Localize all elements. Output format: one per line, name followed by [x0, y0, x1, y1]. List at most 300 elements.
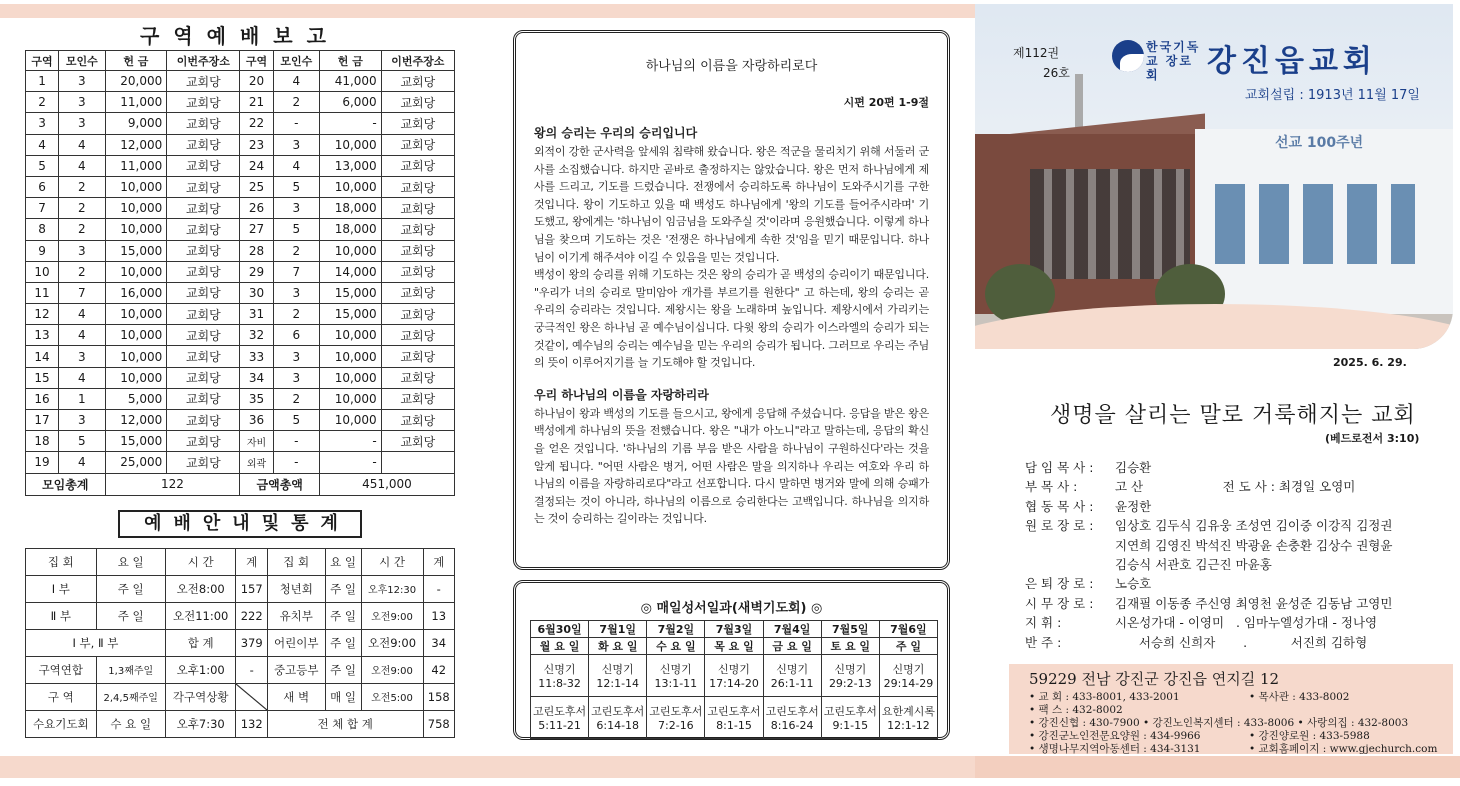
table-cell: 3 — [59, 92, 105, 113]
sermon-paragraph-1: 외적이 강한 군사력을 앞세워 침략해 왔습니다. 왕은 적군을 물리치기 위해 서둘러 군사를 소집했습니다. 하지만 곧바로 출정하지는 않았습니다. 왕은 먼저 하나님에게 제사를 드리고, 기도를 드렸습니다. 전쟁에서 승리하도록 하나님이 도와주시기를 구한 것입니다. 왕이 기도하고 있을 때 백성도 하나님에게 '왕의 기도를 들어주시라며' 기도했고, 왕에게는 '하나님이 임금님을 도와주실 것'이라며 응원했습니다. 이렇게 하나님을 찾으며 기도하는 것은 '전쟁은 하나님에게 속한 것'임을 믿기 때문입니다. 하나님이 이기게 해주셔야 이길 수 있음을 믿는 것입니다. — [534, 145, 929, 264]
table-cell: 오후7:30 — [165, 710, 236, 737]
table-cell: 중고등부 — [267, 656, 325, 683]
table-row — [26, 346, 455, 367]
table-cell: 11,000 — [105, 155, 167, 176]
table-cell: 9 — [26, 240, 59, 261]
table-cell: 17 — [26, 410, 59, 431]
table-cell: 4 — [273, 71, 319, 92]
table-cell: 25 — [240, 176, 273, 197]
reading-book: 고린도후서 — [591, 705, 645, 718]
table-cell: 4 — [59, 452, 105, 473]
table-cell: 23 — [240, 134, 273, 155]
table-cell: 교회당 — [167, 282, 240, 303]
table-cell: 16 — [26, 388, 59, 409]
reading-verse-row-2 — [531, 697, 938, 739]
table-row — [26, 367, 455, 388]
table-cell: 교회당 — [167, 410, 240, 431]
table-cell: - — [319, 113, 381, 134]
table-cell: 교회당 — [167, 431, 240, 452]
staff-row — [1025, 477, 1392, 496]
table-cell: 15,000 — [319, 304, 381, 325]
worship-header: 계 — [236, 548, 267, 575]
table-cell: 5 — [59, 431, 105, 452]
offering-header: 구역 — [240, 51, 273, 71]
contact-item: • 생명나무지역아동센터 : 434-3131 — [1029, 743, 1201, 755]
reading-range: 12:1-14 — [596, 677, 640, 690]
table-cell: 주 일 — [325, 575, 361, 602]
reading-verse — [821, 655, 879, 697]
table-cell: 2 — [273, 240, 319, 261]
table-cell: 35 — [240, 388, 273, 409]
table-cell: 14,000 — [319, 261, 381, 282]
worship-header: 시 간 — [361, 548, 423, 575]
table-cell: 교회당 — [381, 92, 454, 113]
staff-names: 김승식 서관호 김근진 마윤홍 — [1115, 557, 1272, 573]
bulletin-date: 2025. 6. 29. — [1333, 356, 1407, 369]
table-cell: 6,000 — [319, 92, 381, 113]
reading-date-row — [531, 621, 938, 638]
reading-verse — [531, 655, 589, 697]
table-cell: 10,000 — [319, 176, 381, 197]
table-cell: 5 — [273, 410, 319, 431]
staff-role: 시 무 장 로 : — [1025, 595, 1094, 611]
photo-blue-windows — [1215, 184, 1415, 264]
table-cell: 10,000 — [319, 240, 381, 261]
table-cell: 19 — [26, 452, 59, 473]
offering-header: 이번주장소 — [381, 51, 454, 71]
staff-names: 시온성가대 - 이영미 . 임마누엘성가대 - 정나영 — [1115, 615, 1378, 631]
table-cell: Ⅱ 부 — [26, 602, 97, 629]
motto-reference: (베드로전서 3:10) — [1325, 432, 1420, 445]
table-cell: 오후12:30 — [361, 575, 423, 602]
table-cell: 4 — [59, 367, 105, 388]
table-cell: 7 — [59, 282, 105, 303]
sermon-box — [513, 30, 950, 570]
table-cell: 5 — [273, 176, 319, 197]
reading-range: 8:1-15 — [716, 719, 752, 732]
sermon-reference: 시편 20편 1-9절 — [843, 96, 929, 109]
contact-line — [1029, 704, 1453, 717]
table-cell: 7 — [26, 198, 59, 219]
table-cell: 3 — [26, 113, 59, 134]
table-cell: 13 — [26, 325, 59, 346]
table-cell: 3 — [273, 198, 319, 219]
worship-header: 계 — [423, 548, 455, 575]
reading-dow: 화 요 일 — [589, 638, 647, 655]
table-cell: 교회당 — [167, 155, 240, 176]
table-row — [26, 113, 455, 134]
table-cell: 18 — [26, 431, 59, 452]
table-cell: 교회당 — [167, 261, 240, 282]
table-cell — [381, 452, 454, 473]
masthead — [975, 4, 1453, 114]
table-cell: 13 — [423, 602, 455, 629]
staff-row — [1025, 594, 1392, 613]
table-cell: 10,000 — [105, 176, 167, 197]
table-cell: 교회당 — [381, 282, 454, 303]
table-cell: 10,000 — [105, 219, 167, 240]
table-cell: 구역연합 — [26, 656, 97, 683]
reading-table — [530, 620, 938, 739]
staff-list — [1025, 458, 1392, 652]
table-cell: 교회당 — [167, 134, 240, 155]
staff-names: 서승희 신희자 . 서진희 김하형 — [1115, 634, 1368, 650]
table-cell: 12,000 — [105, 410, 167, 431]
reading-range: 8:16-24 — [770, 719, 814, 732]
table-cell: 2 — [273, 388, 319, 409]
reading-range: 29:14-29 — [883, 677, 934, 690]
contact-line — [1029, 743, 1453, 756]
top-band — [0, 4, 975, 18]
reading-book: 신명기 — [718, 663, 750, 676]
staff-row — [1025, 497, 1392, 516]
reading-book: 신명기 — [543, 663, 576, 676]
table-cell: 34 — [240, 367, 273, 388]
reading-range: 11:8-32 — [538, 677, 581, 690]
sermon-title: 하나님의 이름을 자랑하리로다 — [645, 59, 818, 74]
table-cell: 10,000 — [105, 367, 167, 388]
reading-verse — [821, 697, 879, 739]
table-cell: 15,000 — [105, 431, 167, 452]
table-cell: 6 — [273, 325, 319, 346]
table-row — [26, 410, 455, 431]
table-cell: 6 — [26, 176, 59, 197]
table-cell: 10 — [26, 261, 59, 282]
staff-names: 고 산 전 도 사 : 최경일 오영미 — [1115, 479, 1356, 495]
issue: 26호 — [1043, 66, 1070, 80]
table-cell: 3 — [273, 367, 319, 388]
sermon-paragraph-2: 백성이 왕의 승리를 위해 기도하는 것은 왕의 승리가 곧 백성의 승리이기 때문입니다. "우리가 너의 승리로 말미암아 개가를 부르기를 원한다" 고 하는데, 왕의 승리는 곧 우리의 승리라는 것입니다. 제왕시는 왕을 노래하며 높입니다. 제왕시에서 가리키는 궁극적인 왕은 하나님 곧 예수님이십니다. 다윗 왕의 승리가 이스라엘의 승리가 되는 것같이, 예수님의 승리는 예수님을 믿는 우리의 승리가 됩니다. 그러므로 우리는 주님의 뜻이 이루어지기를 늘 기도해야 할 것입니다. — [534, 268, 929, 370]
staff-names: 임상호 김두식 김유웅 조성연 김이중 이강직 김정권 — [1115, 518, 1393, 534]
table-cell: 청년회 — [267, 575, 325, 602]
staff-role — [1025, 555, 1115, 574]
table-cell: 21 — [240, 92, 273, 113]
table-cell: 교회당 — [381, 346, 454, 367]
staff-role: 담 임 목 사 : — [1025, 460, 1094, 475]
reading-book: 고린도후서 — [533, 705, 587, 718]
table-cell: 주 일 — [96, 575, 165, 602]
sermon-paragraph-3: 하나님이 왕과 백성의 기도를 들으시고, 왕에게 응답해 주셨습니다. 응답을 받은 왕은 백성에게 하나님의 뜻을 전했습니다. 왕은 "내가 아노니"라고 말하는데, 응답의 확신을 얻은 것입니다. '하나님의 기름 부음 받은 사람을 하나님이 구원하신다'라는 것을 알게 됩니다. "어떤 사람은 병거, 어떤 사람은 말을 의지하나 우리는 여호와 우리 하나님의 이름을 자랑하리로다"라고 선포합니다. 다시 말하면 병거와 말에 의해 승패가 결정되는 것이 아니라, 하나님의 이름으로 승리한다는 고백입니다. 하나님을 의지하는 것이 승리하는 길이라는 것입니다. — [534, 406, 929, 526]
table-cell: 3 — [59, 71, 105, 92]
table-cell: 4 — [273, 155, 319, 176]
table-cell: 158 — [423, 683, 455, 710]
worship-header: 요 일 — [96, 548, 165, 575]
table-cell: 15,000 — [319, 282, 381, 303]
offering-header: 헌 금 — [319, 51, 381, 71]
table-cell: 어린이부 — [267, 629, 325, 656]
table-cell: 교회당 — [167, 304, 240, 325]
table-cell: 구 역 — [26, 683, 97, 710]
table-row — [26, 452, 455, 473]
table-cell — [236, 683, 267, 710]
reading-date: 7월1일 — [589, 621, 647, 638]
table-cell: 교회당 — [381, 71, 454, 92]
table-cell: 758 — [423, 710, 455, 737]
table-cell: 주 일 — [325, 656, 361, 683]
reading-book: 신명기 — [892, 663, 925, 676]
contact-item: • 강진군노인전문요양원 : 434-9966 — [1029, 730, 1201, 742]
reading-verse — [763, 655, 821, 697]
table-row — [26, 282, 455, 303]
table-cell: 교회당 — [167, 219, 240, 240]
table-cell: 3 — [59, 346, 105, 367]
reading-book: 요한계시록 — [881, 705, 935, 718]
table-cell: 34 — [423, 629, 455, 656]
table-row — [26, 155, 455, 176]
table-cell: 자비 — [240, 431, 273, 452]
offering-header: 헌 금 — [105, 51, 167, 71]
table-cell: 22 — [240, 113, 273, 134]
table-cell: 2,4,5째주일 — [96, 683, 165, 710]
offering-header: 모인수 — [273, 51, 319, 71]
reading-range: 5:11-21 — [538, 719, 581, 732]
table-cell: 1 — [26, 71, 59, 92]
table-cell: 2 — [59, 198, 105, 219]
offering-header: 이번주장소 — [167, 51, 240, 71]
reading-dow: 주 일 — [879, 638, 937, 655]
table-cell: 교회당 — [381, 198, 454, 219]
offering-table — [25, 50, 455, 496]
address-box — [1009, 664, 1453, 754]
table-cell: 오전9:00 — [361, 602, 423, 629]
reading-book: 고린도후서 — [765, 705, 819, 718]
worship-header: 집 회 — [26, 548, 97, 575]
table-row — [26, 219, 455, 240]
church-name: 강진읍교회 — [1207, 44, 1377, 79]
table-cell: 4 — [59, 304, 105, 325]
table-cell: 3 — [59, 240, 105, 261]
table-cell: 오전11:00 — [165, 602, 236, 629]
table-cell: - — [273, 452, 319, 473]
photo-sign: 선교 100주년 — [1275, 135, 1364, 151]
table-cell: 12 — [26, 304, 59, 325]
table-cell: 2 — [59, 176, 105, 197]
staff-role: 지 휘 : — [1025, 615, 1062, 631]
staff-role: 원 로 장 로 : — [1025, 518, 1094, 534]
table-cell: 외곽 — [240, 452, 273, 473]
table-cell: 교회당 — [167, 452, 240, 473]
table-cell: 10,000 — [105, 325, 167, 346]
contact-item: • 팩 스 : 432-8002 — [1029, 704, 1123, 716]
table-cell: 18,000 — [319, 219, 381, 240]
denomination: 한국기독교 장로회 — [1146, 40, 1201, 82]
table-cell: 11,000 — [105, 92, 167, 113]
table-cell: 4 — [59, 325, 105, 346]
reading-verse — [879, 697, 937, 739]
reading-book: 고린도후서 — [649, 705, 703, 718]
staff-row — [1025, 555, 1392, 574]
table-cell: 5 — [273, 219, 319, 240]
table-cell: 10,000 — [319, 410, 381, 431]
offering-header: 구역 — [26, 51, 59, 71]
staff-row — [1025, 633, 1392, 652]
staff-row — [1025, 516, 1392, 535]
reading-book: 고린도후서 — [823, 705, 877, 718]
table-cell: 교회당 — [167, 240, 240, 261]
table-cell: 교회당 — [381, 431, 454, 452]
total-value: 122 — [105, 473, 240, 495]
table-cell: 10,000 — [105, 198, 167, 219]
table-cell: 33 — [240, 346, 273, 367]
table-cell: 25,000 — [105, 452, 167, 473]
reading-verse — [705, 655, 763, 697]
reading-verse-row-1 — [531, 655, 938, 697]
table-cell: - — [273, 431, 319, 452]
table-row — [26, 656, 455, 683]
staff-names: 윤정한 — [1115, 498, 1152, 514]
table-cell: 전 체 합 계 — [267, 710, 423, 737]
contact-item: • 교회홈페이지 : www.gjechurch.com — [1249, 743, 1438, 755]
staff-names: 김승환 — [1115, 460, 1152, 475]
table-cell: 교회당 — [167, 176, 240, 197]
table-cell: 5,000 — [105, 388, 167, 409]
table-cell: 수 요 일 — [96, 710, 165, 737]
table-cell: - — [319, 431, 381, 452]
table-cell: 12,000 — [105, 134, 167, 155]
table-row — [26, 198, 455, 219]
table-cell: 42 — [423, 656, 455, 683]
table-cell: 각구역상황 — [165, 683, 236, 710]
amount-label: 금액총액 — [240, 473, 320, 495]
table-cell: 2 — [59, 219, 105, 240]
table-cell: 주 일 — [96, 602, 165, 629]
table-row — [26, 261, 455, 282]
table-cell: 교회당 — [167, 198, 240, 219]
table-cell: 16,000 — [105, 282, 167, 303]
volume: 제112권 — [1013, 46, 1060, 60]
reading-date: 7월3일 — [705, 621, 763, 638]
table-cell: 10,000 — [105, 304, 167, 325]
reading-title: ◎ 매일성서일과(새벽기도회) ◎ — [640, 601, 823, 616]
reading-date: 7월4일 — [763, 621, 821, 638]
reading-range: 9:1-15 — [832, 719, 869, 732]
reading-range: 7:2-16 — [658, 719, 694, 732]
table-cell: 32 — [240, 325, 273, 346]
reading-verse — [647, 697, 705, 739]
reading-range: 13:1-11 — [654, 677, 698, 690]
table-cell: 9,000 — [105, 113, 167, 134]
amount-value: 451,000 — [319, 473, 454, 495]
table-cell: 주 일 — [325, 602, 361, 629]
reading-verse — [647, 655, 705, 697]
reading-range: 6:14-18 — [596, 719, 640, 732]
table-row — [26, 240, 455, 261]
staff-role: 협 동 목 사 : — [1025, 498, 1094, 514]
table-row — [26, 304, 455, 325]
table-cell: 41,000 — [319, 71, 381, 92]
table-cell: 주 일 — [325, 629, 361, 656]
reading-book: 신명기 — [776, 663, 809, 676]
contact-item: • 목사관 : 433-8002 — [1249, 691, 1350, 703]
staff-row — [1025, 574, 1392, 593]
total-label: 모임총계 — [26, 473, 106, 495]
table-cell: 교회당 — [381, 240, 454, 261]
table-cell: 27 — [240, 219, 273, 240]
staff-names: 노승호 — [1115, 576, 1152, 592]
contact-item: • 강진양로원 : 433-5988 — [1249, 730, 1370, 742]
reading-verse — [531, 697, 589, 739]
sermon-heading-2: 우리 하나님의 이름을 자랑하리라 — [534, 387, 709, 402]
daily-reading-box — [513, 580, 950, 740]
table-cell: 새 벽 — [267, 683, 325, 710]
table-cell: 157 — [236, 575, 267, 602]
table-cell: 13,000 — [319, 155, 381, 176]
table-cell: 36 — [240, 410, 273, 431]
table-cell: 3 — [273, 282, 319, 303]
reading-dow-row — [531, 638, 938, 655]
table-cell: 15 — [26, 367, 59, 388]
contact-line — [1029, 717, 1453, 730]
table-cell: 10,000 — [319, 346, 381, 367]
table-cell: 24 — [240, 155, 273, 176]
table-row — [26, 629, 455, 656]
table-cell: 3 — [273, 134, 319, 155]
table-row — [26, 71, 455, 92]
staff-role: 은 퇴 장 로 : — [1025, 576, 1094, 592]
table-cell: 10,000 — [319, 367, 381, 388]
staff-role — [1025, 536, 1115, 555]
table-cell: 교회당 — [381, 388, 454, 409]
table-row — [26, 683, 455, 710]
contact-item: • 교 회 : 433-8001, 433-2001 — [1029, 691, 1180, 703]
contact-line — [1029, 691, 1453, 704]
worship-header: 시 간 — [165, 548, 236, 575]
table-cell: - — [423, 575, 455, 602]
reading-date: 7월5일 — [821, 621, 879, 638]
reading-dow: 목 요 일 — [705, 638, 763, 655]
table-cell: 30 — [240, 282, 273, 303]
table-row — [26, 134, 455, 155]
staff-names: 지연희 김영진 박석진 박광윤 손충환 김상수 권형윤 — [1115, 537, 1393, 553]
staff-names: 김재필 이동종 주신영 최영천 윤성준 김동남 고영민 — [1115, 595, 1393, 611]
table-cell: 7 — [273, 261, 319, 282]
contact-line — [1029, 730, 1453, 743]
table-cell: 3 — [273, 346, 319, 367]
table-cell: 교회당 — [381, 410, 454, 431]
reading-date: 6월30일 — [531, 621, 589, 638]
table-cell: 8 — [26, 219, 59, 240]
table-cell: - — [236, 656, 267, 683]
table-cell: 교회당 — [167, 367, 240, 388]
offering-title: 구역예배보고 — [140, 24, 340, 48]
reading-dow: 금 요 일 — [763, 638, 821, 655]
table-cell: 유치부 — [267, 602, 325, 629]
table-cell: 10,000 — [105, 261, 167, 282]
table-cell: 교회당 — [381, 219, 454, 240]
table-cell: 오전9:00 — [361, 629, 423, 656]
staff-row — [1025, 613, 1392, 632]
reading-range: 17:14-20 — [709, 677, 759, 690]
worship-header-row — [26, 548, 455, 575]
table-cell: 교회당 — [167, 346, 240, 367]
table-cell: 2 — [273, 92, 319, 113]
table-cell: 오전8:00 — [165, 575, 236, 602]
table-row — [26, 325, 455, 346]
reading-range: 12:1-12 — [887, 719, 930, 732]
table-cell: 11 — [26, 282, 59, 303]
table-cell: 교회당 — [167, 325, 240, 346]
table-cell: 222 — [236, 602, 267, 629]
reading-dow: 월 요 일 — [531, 638, 589, 655]
bottom-band-right — [975, 756, 1460, 778]
table-cell: 오전5:00 — [361, 683, 423, 710]
offering-header: 모인수 — [59, 51, 105, 71]
table-cell: 2 — [273, 304, 319, 325]
reading-dow: 수 요 일 — [647, 638, 705, 655]
table-cell: 교회당 — [167, 71, 240, 92]
table-cell: 교회당 — [381, 113, 454, 134]
left-panel — [25, 24, 455, 738]
